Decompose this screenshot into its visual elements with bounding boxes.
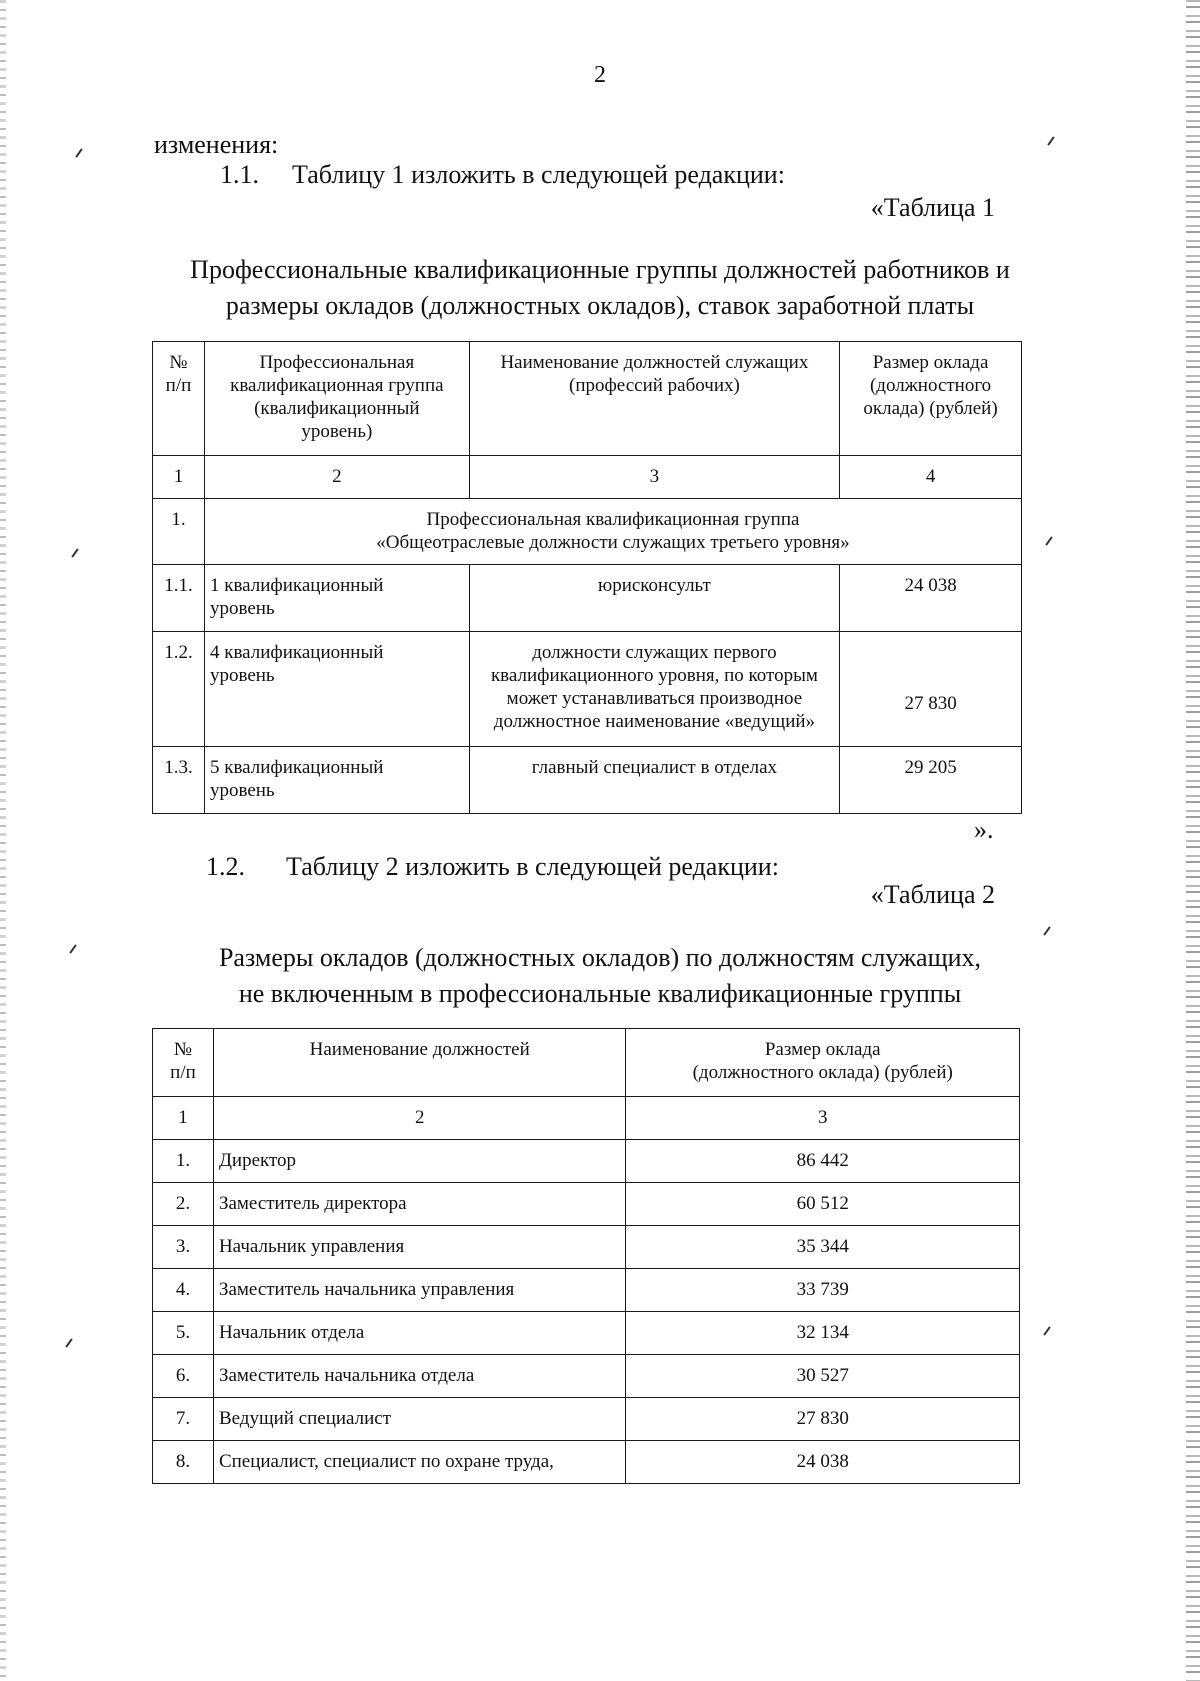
table1-row-position: должности служащих первого квалификационного уровня, по которым может устанавливаться производное должностное наименование «ведущий» [469,632,839,747]
table2-row-salary: 86 442 [626,1140,1020,1183]
table2-colnum: 1 [153,1097,214,1140]
table2-header-row [153,1029,1020,1097]
table2-row-position: Начальник отдела [213,1312,626,1355]
table-row [153,1140,1020,1183]
table-row [153,632,1022,747]
table1-title-line2: размеры окладов (должностных окладов), ставок заработной платы [225,291,975,320]
table1-colnum: 4 [840,456,1022,499]
table2-row-position: Ведущий специалист [213,1398,626,1441]
table2-row-position: Заместитель начальника отдела [213,1355,626,1398]
table1-label: «Таблица 1 [870,193,995,222]
table1-closing: ». [974,815,994,844]
scan-speck [1043,926,1050,935]
table2-colnum: 3 [626,1097,1020,1140]
table1-row-number: 1.1. [153,565,205,632]
table1-colnum: 2 [204,456,469,499]
table1-header-num: № п/п [153,342,205,456]
page-number: 2 [594,62,606,88]
scan-edge-right [1186,0,1200,1681]
table-row [153,565,1022,632]
table-row [153,1355,1020,1398]
table2-row-number: 4. [153,1269,214,1312]
item-1-2-text: Таблицу 2 изложить в следующей редакции: [286,852,779,881]
table2-row-position: Специалист, специалист по охране труда, [213,1441,626,1484]
table-row [153,1226,1020,1269]
scan-speck [1045,536,1052,545]
item-1-2-number: 1.2. [206,852,245,881]
table2-row-number: 5. [153,1312,214,1355]
table2-row-salary: 24 038 [626,1441,1020,1484]
table-row [153,1398,1020,1441]
table2-row-position: Заместитель директора [213,1183,626,1226]
table1-row-salary: 29 205 [840,747,1022,814]
table1-row-number: 1.2. [153,632,205,747]
scan-edge-left [0,0,6,1681]
table2-row-salary: 27 830 [626,1398,1020,1441]
scan-speck [1047,136,1054,145]
intro-word: изменения: [154,130,279,159]
table2-row-number: 3. [153,1226,214,1269]
table1-header-salary: Размер оклада (должностного оклада) (рублей) [840,342,1022,456]
scan-speck [65,1338,72,1347]
table2 [152,1028,1020,1484]
table1-row-position: главный специалист в отделах [469,747,839,814]
table2-row-number: 2. [153,1183,214,1226]
table-row [153,1312,1020,1355]
table2-row-salary: 60 512 [626,1183,1020,1226]
table1-row-number: 1.3. [153,747,205,814]
table2-row-number: 1. [153,1140,214,1183]
table1-colnum: 3 [469,456,839,499]
table1-header-group: Профессиональная квалификационная группа (квалификационный уровень) [204,342,469,456]
table1-title-line1: Профессиональные квалификационные группы должностей работников и [190,255,1010,284]
table1-row-salary: 27 830 [840,632,1022,747]
table2-title-line2: не включенным в профессиональные квалификационные группы [238,979,962,1008]
table1-row-level: 5 квалификационный уровень [204,747,469,814]
scan-speck [69,944,76,953]
table1-row-salary: 24 038 [840,565,1022,632]
table2-row-salary: 30 527 [626,1355,1020,1398]
table-row [153,747,1022,814]
table1-group-row [153,499,1022,565]
table2-row-position: Начальник управления [213,1226,626,1269]
table2-row-salary: 33 739 [626,1269,1020,1312]
table-row [153,1269,1020,1312]
table2-row-number: 8. [153,1441,214,1484]
table2-column-numbers-row [153,1097,1020,1140]
table2-colnum: 2 [213,1097,626,1140]
table1 [152,341,1022,814]
table1-group-title: Профессиональная квалификационная группа «Общеотраслевые должности служащих третьего уровня» [204,499,1021,565]
table1-row-position: юрисконсульт [469,565,839,632]
table2-title-line1: Размеры окладов (должностных окладов) по должностям служащих, [218,943,982,972]
table2-row-position: Директор [213,1140,626,1183]
table1-column-numbers-row [153,456,1022,499]
table2-label: «Таблица 2 [870,880,995,909]
item-1-1-text: Таблицу 1 изложить в следующей редакции: [292,160,785,189]
table2-row-number: 6. [153,1355,214,1398]
table2-header-salary: Размер оклада (должностного оклада) (рублей) [626,1029,1020,1097]
table-row [153,1183,1020,1226]
item-1-1-number: 1.1. [220,160,259,189]
table2-header-num: № п/п [153,1029,214,1097]
table1-group-number: 1. [153,499,205,565]
table1-header-position: Наименование должностей служащих (профессий рабочих) [469,342,839,456]
table1-header-row [153,342,1022,456]
table1-colnum: 1 [153,456,205,499]
table2-header-position: Наименование должностей [213,1029,626,1097]
table-row [153,1441,1020,1484]
scan-speck [71,548,78,557]
scan-speck [75,148,82,157]
table1-row-level: 4 квалификационный уровень [204,632,469,747]
table2-row-salary: 32 134 [626,1312,1020,1355]
table2-row-salary: 35 344 [626,1226,1020,1269]
table1-row-level: 1 квалификационный уровень [204,565,469,632]
table2-row-number: 7. [153,1398,214,1441]
table2-row-position: Заместитель начальника управления [213,1269,626,1312]
scan-speck [1043,1326,1050,1335]
